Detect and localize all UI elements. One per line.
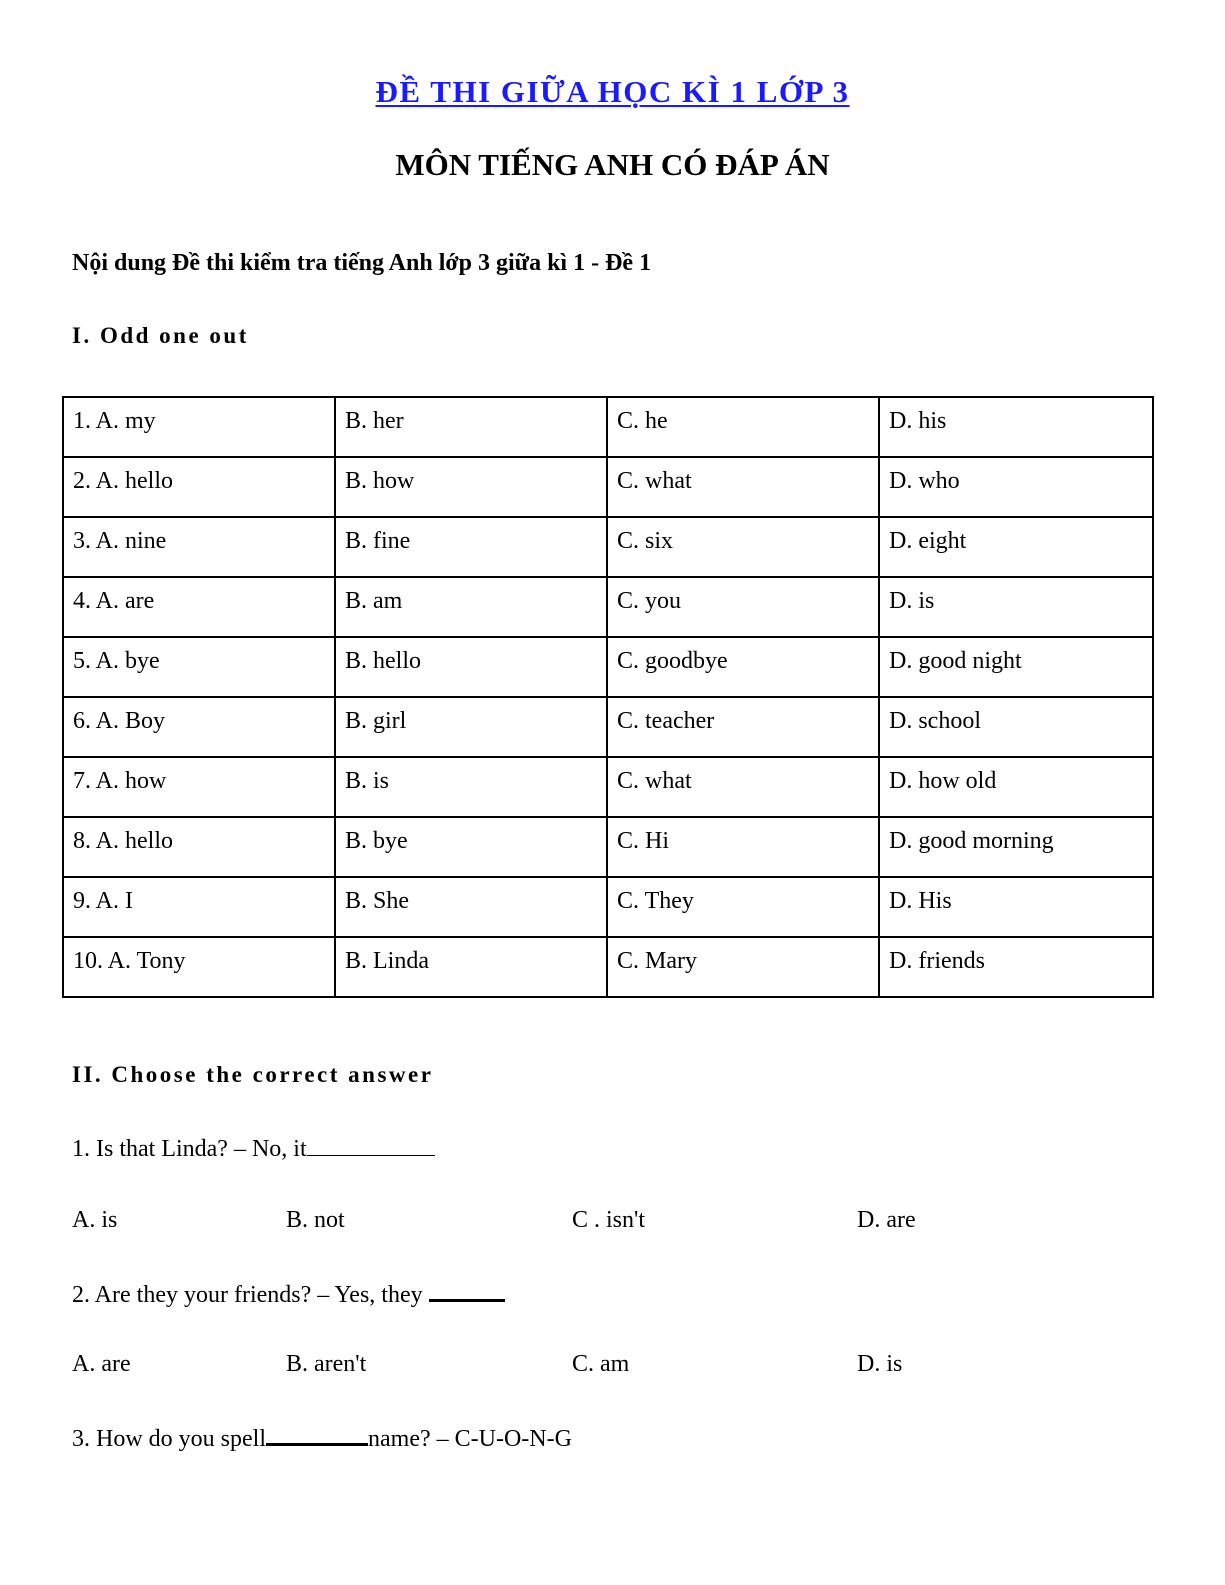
- table-row: [63, 637, 1153, 697]
- question-2-text: 2. Are they your friends? – Yes, they: [72, 1282, 429, 1308]
- odd-one-out-table: [62, 396, 1154, 998]
- option-cell-c: C. goodbye: [607, 637, 879, 697]
- section-odd-one-out-title: I. Odd one out: [72, 323, 249, 348]
- option-cell-a: 2. A. hello: [63, 457, 335, 517]
- question-3: [72, 1423, 572, 1453]
- option-cell-b: B. hello: [335, 637, 607, 697]
- option-cell-a: 8. A. hello: [63, 817, 335, 877]
- table-row: [63, 697, 1153, 757]
- option-cell-b: B. is: [335, 757, 607, 817]
- option-cell-d: D. good night: [879, 637, 1153, 697]
- option-cell-a: 10. A. Tony: [63, 937, 335, 997]
- option-cell-b: B. fine: [335, 517, 607, 577]
- table-row: [63, 577, 1153, 637]
- option-cell-b: B. Linda: [335, 937, 607, 997]
- table-row: [63, 457, 1153, 517]
- question-2-option-c: C. am: [572, 1351, 630, 1377]
- option-cell-c: C. you: [607, 577, 879, 637]
- option-cell-a: 5. A. bye: [63, 637, 335, 697]
- question-1: [72, 1135, 435, 1163]
- option-cell-d: D. his: [879, 397, 1153, 457]
- option-cell-a: 9. A. I: [63, 877, 335, 937]
- option-cell-b: B. am: [335, 577, 607, 637]
- option-cell-b: B. She: [335, 877, 607, 937]
- option-cell-c: C. teacher: [607, 697, 879, 757]
- option-cell-b: B. how: [335, 457, 607, 517]
- option-cell-d: D. good morning: [879, 817, 1153, 877]
- answer-blank[interactable]: [307, 1135, 435, 1156]
- question-2-option-b: B. aren't: [286, 1351, 367, 1377]
- option-cell-b: B. her: [335, 397, 607, 457]
- option-cell-b: B. bye: [335, 817, 607, 877]
- table-row: [63, 937, 1153, 997]
- option-cell-a: 4. A. are: [63, 577, 335, 637]
- table-row: [63, 877, 1153, 937]
- page-subtitle: MÔN TIẾNG ANH CÓ ĐÁP ÁN: [395, 147, 830, 182]
- option-cell-a: 7. A. how: [63, 757, 335, 817]
- content-heading: Nội dung Đề thi kiểm tra tiếng Anh lớp 3 giữa kì 1 - Đề 1: [72, 250, 652, 276]
- option-cell-c: C. what: [607, 457, 879, 517]
- option-cell-d: D. His: [879, 877, 1153, 937]
- option-cell-a: 6. A. Boy: [63, 697, 335, 757]
- option-cell-d: D. school: [879, 697, 1153, 757]
- option-cell-c: C. what: [607, 757, 879, 817]
- question-2-option-d: D. is: [857, 1351, 903, 1377]
- option-cell-d: D. how old: [879, 757, 1153, 817]
- question-1-option-d: D. are: [857, 1207, 916, 1233]
- page-title[interactable]: ĐỀ THI GIỮA HỌC KÌ 1 LỚP 3: [375, 74, 850, 109]
- option-cell-d: D. friends: [879, 937, 1153, 997]
- question-1-text: 1. Is that Linda? – No, it: [72, 1136, 307, 1162]
- question-3-text: 3. How do you spell: [72, 1426, 266, 1452]
- option-cell-b: B. girl: [335, 697, 607, 757]
- question-1-option-a: A. is: [72, 1207, 118, 1233]
- option-cell-c: C. Mary: [607, 937, 879, 997]
- question-1-option-c: C . isn't: [572, 1207, 646, 1233]
- answer-blank[interactable]: [266, 1423, 368, 1446]
- option-cell-a: 3. A. nine: [63, 517, 335, 577]
- option-cell-c: C. Hi: [607, 817, 879, 877]
- option-cell-c: C. six: [607, 517, 879, 577]
- table-row: [63, 517, 1153, 577]
- question-3-text-after: name? – C-U-O-N-G: [368, 1426, 572, 1452]
- question-2: [72, 1279, 505, 1309]
- table-row: [63, 757, 1153, 817]
- option-cell-d: D. is: [879, 577, 1153, 637]
- option-cell-a: 1. A. my: [63, 397, 335, 457]
- question-1-option-b: B. not: [286, 1207, 345, 1233]
- answer-blank[interactable]: [429, 1279, 505, 1302]
- option-cell-c: C. he: [607, 397, 879, 457]
- option-cell-c: C. They: [607, 877, 879, 937]
- option-cell-d: D. eight: [879, 517, 1153, 577]
- question-2-option-a: A. are: [72, 1351, 131, 1377]
- table-row: [63, 397, 1153, 457]
- section-choose-answer-title: II. Choose the correct answer: [72, 1062, 434, 1087]
- table-row: [63, 817, 1153, 877]
- option-cell-d: D. who: [879, 457, 1153, 517]
